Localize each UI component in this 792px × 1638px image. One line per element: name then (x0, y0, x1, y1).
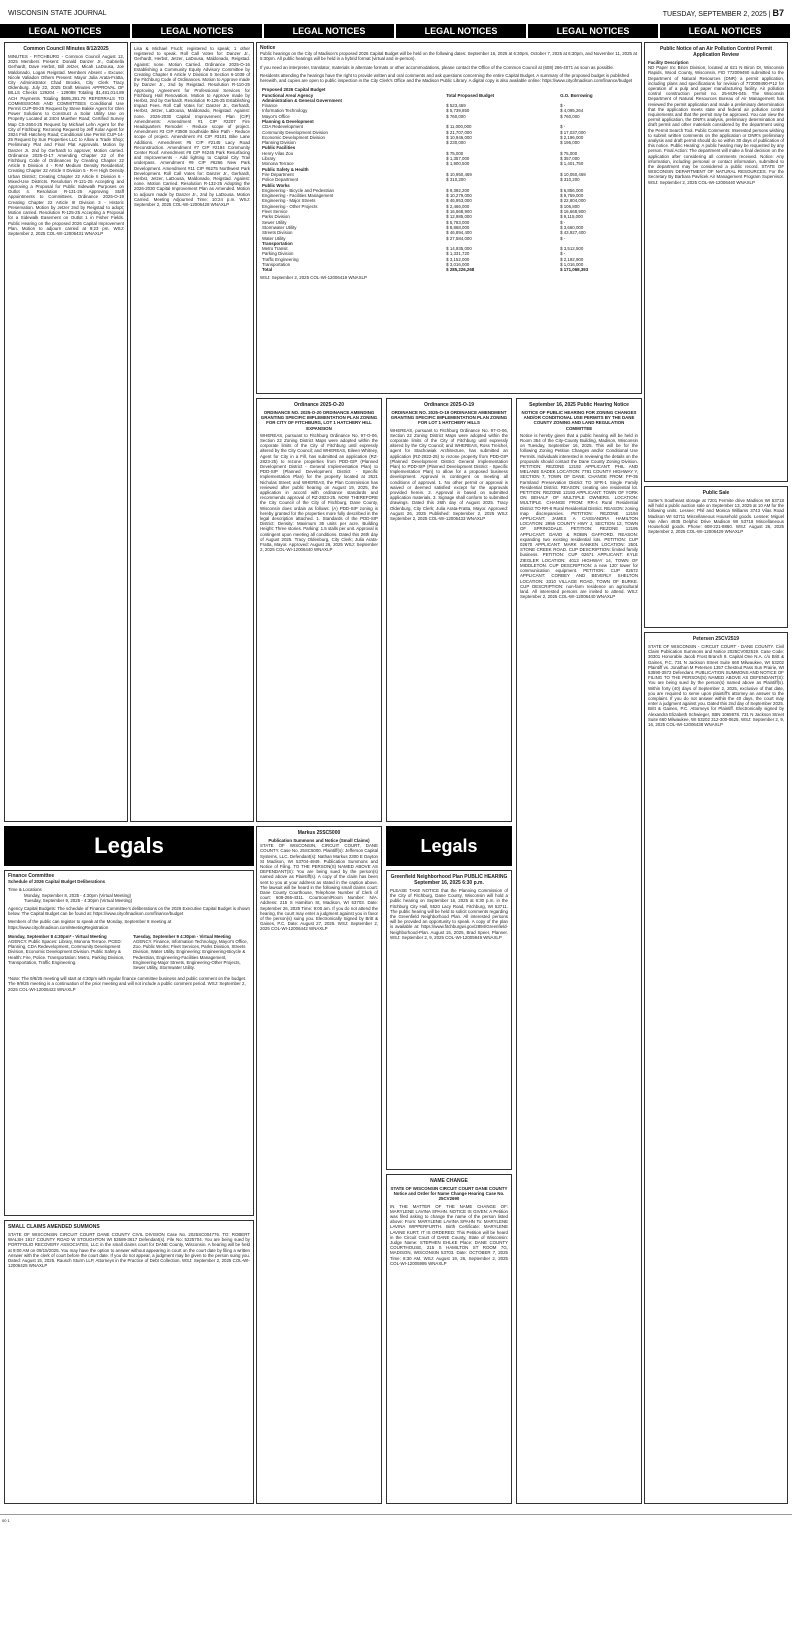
band-label-6: LEGAL NOTICES (660, 24, 790, 38)
notice-head: STATE OF WISCONSIN CIRCUIT COURT DANE COUNTY Notice and Order for Name Change Hearing Case No. 25CV2690 (390, 1186, 508, 1202)
total-cell: $ 2,466,000 (446, 203, 470, 209)
agency-cell: Public Safety & Health (262, 166, 309, 172)
notice-title: Ordinance 2025-O-19 (423, 402, 475, 408)
markus-small-claims-notice (256, 826, 382, 1504)
notice-body: IN THE MATTER OF THE NAME CHANGE OF: MARYLENE LAVINA SPAHN. NOTICE IS GIVEN: A Petition was filed asking to change the name of the person listed above: From: MARYLENE LAVINA SPAHN To: MARYLENE LAVINA WIPPERFURTH. Birth Certificate: MARYLENE LAVINE KURT. IT IS ORDERED: This Petition will be heard in the Circuit Court of DANE County, State of Wisconsin: Judge Name: STEPHEN EHLKE Place: DANE COUNTY COURTHOUSE, 215 S HAMILTON ST ROOM 7G, MADISON, WISCONSIN 53703. Date: OCTOBER 7, 2025 Time: 8:30 AM. WSJ: August 19, 26, September 2, 2025 COL-WI-12005995 WNAXLP (390, 1203, 508, 1266)
notice-body: PLEASE TAKE NOTICE that the Planning Commission of the City of Fitchburg, Dane County, Wisconsin will hold a public hearing on September 16, 2025 at 6:30 p.m. in the Fitchburg City Hall, 5520 Lacy Road, Fitchburg, WI 53711. The public hearing will be held to solicit comments regarding the Greenfield Neighborhood Plan. All interested persons will be provided an opportunity to speak. A copy of the plan is available at: https://www.fitchburgwi.gov/2894/Greenfield-Neighborhood-Plan. August 15, 2025, Brad Speer, Planner. WSJ: September 2, 9, 2025 COL-WI-12005949 WNAXLP (390, 888, 508, 940)
column-header-go: G.O. Borrowing (560, 92, 593, 98)
notice-head: Schedule of 2026 Capital Budget Deliberations (8, 879, 106, 885)
agency-cell: Metro Transit (262, 246, 288, 252)
go-borrowing-cell: $ - (560, 219, 566, 225)
band-label-1: LEGAL NOTICES (0, 24, 130, 38)
total-cell: $ 285,226,268 (446, 267, 475, 273)
go-borrowing-cell: $ 3,512,500 (560, 246, 584, 252)
notice-body: ND Paper Inc Biron Division, located at 621 N Biron Dr, Wisconsin Rapids, Wood County, Wisconsin, FID 772009490 submitted to the Department of Natural Resources (DNR) a permit application, including plans and specifications for revision of 772009490-P12 for operation of a pulp and paper manufacturing facility. Air pollution control construction permit no. 25-MJN-045. The Wisconsin Department of Natural Resources Bureau of Air Management has reviewed the permit application and made a preliminary determination that the application meets state and federal air pollution control requirements and that the permit may be approved. You can view the permit application, the DNR's analysis, preliminary determination and draft permit and other materials considered by the department using the Permit Search Tool. Public Comments: Interested persons wishing to submit written comments on the application or DNR's preliminary analysis and draft permit should do so within 30 days of publication of this notice. Public Hearing: A public hearing may be requested by any person. Final Action: The department will make a final decision on the application after considering all comments received. Notice: Any information, including personal or contact information, submitted to the department may be considered a public record. STATE OF WISCONSIN DEPARTMENT OF NATURAL RESOURCES. For the Secretary By Barbara Pavlicek Air Management Program Supervisor. WSJ: September 2, 2025 COL-WI-12006440 WNAXLP (648, 65, 784, 185)
agency-cell: Finance (262, 103, 278, 109)
notice-body: WHEREAS, pursuant to Fitchburg Ordinance No. 97-O-06, Section 22 Zoning District Maps were adopted within the corporate limits of the City of Fitchburg until expressly altered by the City Council; and WHEREAS, Ross Treichel, agent for Stachowiak Architecture, has submitted an application (RZ-2822-25) to rezone property from PDD-GIP (Planned Development District General Implementation Plan) to PDD-SIP (Planned Development District - Specific Implementation Plan) to allow for a proposed business development. Approval is contingent on meeting all conditions of approval. 1. No other permit or approval is waived or deemed satisfied except for the approvals provided herein. 2. Approval is based on submitted application materials. 3. Signage shall conform to submitted drawings. Dated this 26th day of August 2025. Tracy Oldenburg, City Clerk; Julia Arata-Fratta, Mayor. Approved: August 26, 2025 Published: September 2, 2025 WSJ: September 2, 2025 COL-WI-12006433 WNAXLP (390, 427, 508, 522)
go-borrowing-cell: $ - (560, 251, 566, 257)
agency-cell: Administration & General Government (262, 97, 343, 103)
capital-budget-table (260, 87, 638, 272)
table-row (260, 267, 638, 272)
date-and-page: TUESDAY, SEPTEMBER 2, 2025 | B7 (662, 8, 784, 18)
notice-title: Notice (260, 45, 276, 51)
notice-title: Petersen 25CV2519 (692, 636, 740, 642)
go-borrowing-cell: $ - (560, 235, 566, 241)
go-borrowing-cell: $ 171,068,393 (560, 267, 589, 273)
total-cell: $ 1,331,720 (446, 251, 470, 257)
go-borrowing-cell: $ 6,856,000 (560, 187, 584, 193)
capital-budget-notice (256, 42, 642, 394)
total-cell: $ 5,783,000 (446, 219, 470, 225)
go-borrowing-cell: $ 10,050,469 (560, 171, 586, 177)
agency-cell: Engineering - Major Streets (262, 198, 316, 204)
notice-head: ORDINANCE NO. 2025-O-19 ORDINANCE AMENDMENT GRANTING SPECIFIC IMPLEMENTATION PLAN ZONING FOR LOT 1 HATCHERY HILLS (390, 410, 508, 426)
agency-cell: Engineering - Bicycle and Pedestrian (262, 187, 334, 193)
agency-cell: Mayor's Office (262, 113, 290, 119)
go-borrowing-cell: $ 43,927,400 (560, 230, 586, 236)
total-cell: $ 16,668,900 (446, 209, 472, 215)
notice-paragraph-3: Residents attending the hearings have the right to provide written and oral comments and ask questions concerning the entire Capital Budget. A summary of the proposed budget is published herewith, and copies are open to public inspection in the City Clerk's Office and the Madison Public Library. A digital copy is also available online: https://www.cityofmadison.com/finance/budget (260, 72, 633, 84)
public-sale-notice (644, 486, 788, 628)
agency-cell: Henry Vilas Zoo (262, 150, 294, 156)
ordinance-2025-o-19 (386, 398, 512, 822)
common-council-minutes-notice (4, 42, 128, 822)
monday-head: Monday, September 8 4:30pm* - Virtual Meeting (8, 933, 107, 939)
go-borrowing-cell: $ 16,668,900 (560, 209, 586, 215)
notice-title: SMALL CLAIMS AMENDED SUMMONS (8, 1224, 100, 1230)
agency-budgets-paragraph: Agency Capital Budgets: The schedule of Finance Committee's deliberations on the 2026 Executive Capital Budget is shown below. The Capital Budget can be found at: https://www.cityofmadison.com/finance/budget (8, 906, 250, 917)
agency-cell: Fleet Service (262, 209, 288, 215)
band-label-2: LEGAL NOTICES (132, 24, 262, 38)
go-borrowing-cell: $ 357,000 (560, 156, 580, 162)
total-cell: $ 760,000 (446, 113, 466, 119)
publication-date: TUESDAY, SEPTEMBER 2, 2025 (662, 11, 767, 18)
finance-committee-notice (4, 870, 254, 1216)
total-cell: $ 230,000 (446, 140, 466, 146)
go-borrowing-cell: $ 4,095,264 (560, 108, 584, 114)
column-header-total: Total Proposed Budget (446, 92, 495, 98)
go-borrowing-cell: $ - (560, 103, 566, 109)
page-footer-mark: 00 1 (2, 1518, 10, 1523)
agency-cell: Public Works (262, 182, 290, 188)
go-borrowing-cell: $ 75,000 (560, 150, 578, 156)
notice-body: STATE OF WISCONSIN CIRCUIT COURT DANE COUNTY CIVIL DIVISION Case No. 2025SC004776. TO: ROBERT WALSH 1917 COUNTY ROAD W STOUGHTON WI 53589-3617 Defendant(s). File No: 5225704. You are being sued by PORTFOLIO RECOVERY ASSOCIATES, LLC in the small claims court for DANE County, Wisconsin. A hearing will be held at 9:00 AM on 09/15/2025. You may have the option to answer without appearing in court on the court date by filing a written Answer with the clerk of court before the court date. If you do not appear, a judgment may be given to the person suing you. Dated: August 15, 2025. Rausch Sturm LLP, Attorneys in the Practice of Debt Collection. WSJ: September 2, 2025 COL-WI-12006425 WNAXLP (8, 1232, 250, 1269)
council-minutes-continued (130, 42, 254, 822)
legals-banner: Legals (4, 826, 254, 866)
go-borrowing-cell: $ 196,000 (560, 140, 580, 146)
publication-name: WISCONSIN STATE JOURNAL (8, 9, 107, 17)
total-cell: $ 12,985,000 (446, 214, 472, 220)
band-label-3: LEGAL NOTICES (264, 24, 394, 38)
total-cell: $ 3,152,000 (446, 256, 470, 262)
agency-cell: Traffic Engineering (262, 256, 299, 262)
agency-cell: Engineering - Other Projects (262, 203, 318, 209)
go-borrowing-cell: $ 106,800 (560, 203, 580, 209)
total-cell: $ 1,900,500 (446, 161, 470, 167)
agency-cell: Public Facilities (262, 145, 296, 151)
table-body (260, 98, 638, 273)
notice-subhead: Facility Description (648, 60, 689, 65)
band-label-4: LEGAL NOTICES (396, 24, 526, 38)
total-cell: $ 9,392,200 (446, 187, 470, 193)
notice-title: Common Council Minutes 8/12/2025 (23, 46, 109, 52)
agency-cell: Monona Terrace (262, 161, 294, 167)
notice-paragraph-2: If you need an interpreter, translator, materials in alternate formats or other accommodations, please contact the Office of the Common Council at (608) 266-4071 as soon as possible. (260, 64, 615, 70)
notice-title: Finance Committee (8, 873, 55, 879)
time-locations: Time & Locations (8, 887, 42, 893)
agency-cell: Parking Division (262, 251, 294, 257)
page-bottom-rule (0, 1514, 792, 1515)
page-number: B7 (772, 8, 784, 18)
total-cell: $ 46,894,400 (446, 230, 472, 236)
notice-body: MINUTES - FITCHBURG - Common Council August 12, 2025 Members Present: Donald Danzer Jr., Gabriella Gerhardt, Dave Herbst, Bill Jetzer, Micah LaDousa, Joe Maldonado, Logan Reigstad. Members Absent = Excuse: Nicole Valiadon Others Present: Mayor Julia Arata-Fratta, City Administrator Chad Brooks, City Clerk Tracy Oldenburg. July 22, 2025 Draft Minutes APPROVAL OF BILLS Checks 129204 - 129088 Totaling $1,481,014.89 ACH Payments Totaling $695,391.79 REFERRALS TO COMMISSIONS AND COMMITTEES Conditional Use Permit CUP-09-25 Request by Steve Bakke Agent for Glen Power Solutions to Construct a Solar Utility Use on Property Located at 2404 Muether Road; Certified Survey Map CS-2604-25 Request by Michael Lehn Agent for the City of Fitchburg; Rezoning Request by Jeff Kolar Agent for 2824 Fish Hatchery Road; Conditional Use Permit CUP-14-25 Request by Sun Properties LLC to Allow a Trade Shop; Preliminary Plat and Final Plat Approvals. Motion by Danzer Jr. 2nd by Gerhardt to approve; Motion carried. Ordinance 2025-O-17 Amending Chapter 22 of the Fitchburg Code of Ordinances by Creating Chapter 22 Article II Division 4 - R-M Medium Density Residential; Creating Chapter 22 Article II Division 5 - R-H High Density Urban District; Creating Chapter 22 Article II Division 6 - Mixed-Use Districts. Resolution R-121-25 Accepting and Approving a Proposal for Public Sidewalk Purposes on Outlot 4. Resolution R-131-25 Approving Staff Appointments to Committees. Ordinance 2025-O-19 Creating Chapter 22 Article III Division 3 - Historic Preservation. Motion by Jetzer 2nd by Reigstad to adopt; Motion carried. Resolution R-125-25 Accepting a Proposal for a Sidewalk Easement on Outlot 1 in Fisher Fields. Public Hearing on the proposed 2026 Capital Improvement Plan. Motion to adjourn carried at 9:23 pm. WSJ: September 2, 2025 COL-WI-12006431 WNAXLP (8, 54, 124, 236)
notice-head: ORDINANCE NO. 2025-O-20 ORDINANCE AMENDING GRANTING SPECIFIC IMPLEMENTATION PLAN ZONING FOR CITY OF FITCHBURG, LOT 1 HATCHERY HILL EXPANSION (260, 410, 378, 431)
small-claims-summons-notice (4, 1220, 254, 1504)
notice-title: Markus 25SC5000 (297, 830, 341, 836)
go-borrowing-cell: $ - (560, 124, 566, 130)
agency-cell: Fire Department (262, 171, 294, 177)
notice-head: Publication Summons and Notice (Small Claims) (268, 838, 370, 843)
monday-schedule (8, 934, 125, 970)
total-cell: $ 11,000,000 (446, 124, 472, 130)
notice-title: Ordinance 2025-O-20 (293, 402, 345, 408)
go-borrowing-cell: $ 310,200 (560, 177, 580, 183)
agency-cell: Stormwater Utility (262, 224, 297, 230)
monday-body: AGENCY. Public Spaces: Library, Monona Terrace. PCED: Planning, CDA Redevelopment, Community Development Division, Economic Development Division. Public Safety & Health: Fire, Police. Transportation: Metro, Parking Division, Transportation, Traffic Engineering. (8, 939, 125, 965)
notice-title: Public Sale (702, 490, 730, 496)
total-cell: $ 14,935,000 (446, 246, 472, 252)
total-cell: $ 46,953,000 (446, 198, 472, 204)
go-borrowing-cell: $ 17,037,000 (560, 129, 586, 135)
agency-cell: Sewer Utility (262, 219, 287, 225)
total-cell: $ 310,200 (446, 177, 466, 183)
total-cell: $ 8,868,000 (446, 224, 470, 230)
tuesday-schedule (133, 934, 250, 970)
petersen-summons-notice (644, 632, 788, 1504)
agency-cell: Library (262, 156, 276, 162)
notice-body: Sutter's Southeast storage at 7201 Fermite drive Madison WI 53718 will hold a public auction sale on September 13, 2025 at 10 AM for the following units. Lessee: Phil and Monica Williams 3743 Vilas Road Madison WI 53711 Miscellaneous Household goods. Lessee: Miguel Van Allen 4935 Delphic Drive Madison WI 53719 Miscellaneous Household goods. Phone: 608-221-8860. WSJ: August 26, 2025 September 2, 2025 COL-WI-12006429 WNAXLP (648, 498, 784, 535)
notice-body: Notice is hereby given that a public hearing will be held in Room 354 of the City-County Building, Madison, Wisconsin on Tuesday, September 16, 2025. This will be for the following Zoning Petition Changes and/or Conditional Use Permits. Individuals interested in reviewing the details on the proposals should contact the Dane County Zoning Division. PETITION: REZONE 12192 APPLICANT: PHIL AND MELANIE SADEK LOCATION: 7781 COUNTY HIGHWAY Y, SECTION 7, TOWN OF DANE. CHANGE FROM: FP-35 Farmland Preservation District TO SFR-1 Single Family Residential District. REASON: creating one residential lot. PETITION: REZONE 12193 APPLICANT: TOWN OF YORK ON BEHALF OF MULTIPLE OWNERS. LOCATION: MULTIPLE. CHANGE FROM: RR-4 Rural Residential District TO RR-8 Rural Residential District. REASON: zoning map discrepancies. PETITION: REZONE 12194 APPLICANT: JAMES A CASSANDRA HAMILTON LOCATION: 2956 COUNTY HWY J, SECTION 12, TOWN OF SPRINGDALE. PETITION: REZONE 12195 APPLICANT: DAVID & ROBIN GAFFORD. REASON: expanding two existing residential lots. PETITION: CUP 02670 APPLICANT: MARK SANKEN LOCATION: 2501 STONE CREEK ROAD. CUP DESCRIPTION: limited family business. PETITION: CUP 02671 APPLICANT: KYLE ZIEGLER LOCATION: 4013 HIGHWAY 14, TOWN OF MIDDLETON. CUP DESCRIPTION: a new 120' tower for communication equipment. PETITION: CUP 02672 APPLICANT: CORBEY AND BEVERLY SHELTON LOCATION: 3310 VILLAGE ROAD, TOWN OF BURKE. CUP DESCRIPTION: non-farm residence on agricultural land. All interested persons are invited to attend. WSJ: September 2, 2025 COL-WI-12006440 WNAXLP (520, 432, 638, 600)
go-borrowing-cell: $ 9,759,000 (560, 193, 584, 199)
notice-title: NAME CHANGE (430, 1178, 468, 1184)
agency-cell: Planning Division (262, 140, 296, 146)
agency-cell: Community Development Division (262, 129, 328, 135)
go-borrowing-cell: $ 1,401,750 (560, 161, 584, 167)
total-cell: $ 27,584,000 (446, 235, 472, 241)
notice-body: STATE OF WISCONSIN - CIRCUIT COURT - DANE COUNTY. Civil Claim Publication Summons and Notice 2025CV002519. Case Code: 30301 Honorable Jacob Frost Branch 9. Capital One N.A. c/o Britt & Gaines, P.C. 731 N Jackson Street Suite 660 Milwaukee, WI 53202 Plaintiff vs. Jonathan M Petersen 1357 Chestnut Pass Sun Prairie, WI 53590-3572 Defendant. PUBLICATION SUMMONS AND NOTICE OF FILING TO THE PERSON(S) NAMED ABOVE AS DEFENDANT(S): You are being sued by the person(s) named above as Plaintiff(s). Within forty (40) days of September 2, 2025, exclusive of that date, you are required to serve upon plaintiff's attorney an answer to the complaint. If you do not answer within the 40 days, the court may enter a judgment against you. Dated this 2nd day of September 2025. Britt & Gaines, P.C. Attorneys for Plaintiff. Electronically signed by Alexandra Elizabeth Schwieger, SBN 1065978. 731 N Jackson Street Suite 660 Milwaukee, WI 53202 312-300-0625. WSJ: September 2, 9, 16, 2025 COL-WI-12006438 WNAXLP (648, 644, 784, 728)
name-change-notice (386, 1174, 512, 1504)
go-borrowing-cell: $ 760,000 (560, 113, 580, 119)
agency-cell: Total (262, 267, 273, 273)
total-cell: $ 10,279,000 (446, 193, 472, 199)
total-cell: $ 10,946,000 (446, 134, 472, 140)
legals-banner-small: Legals (386, 826, 512, 866)
zoning-hearing-notice (516, 398, 642, 1504)
agency-cell: Streets Division (262, 230, 293, 236)
agency-cell: Economic Development Division (262, 134, 325, 140)
agency-cell: Police Department (262, 177, 299, 183)
tuesday-meeting: Tuesday, September 9, 2025 - 4:30pm (Virtual Meeting) (24, 897, 133, 903)
notice-title: Greenfield Neighborhood Plan PUBLIC HEARING September 16, 2025 6:30 p.m. (390, 874, 508, 886)
total-cell: $ 523,469 (446, 103, 466, 109)
notice-body: STATE OF WISCONSIN, CIRCUIT COURT, DANE COUNTY. Case No. 25SC5000. Plaintiff(s): Jefferson Capital Systems, LLC. Defendant(s): Nathan Markus 2300 E Dayton St Madison, WI 53704-4949. Publication Summons and Notice of Filing. TO THE PERSON(S) NAMED ABOVE AS DEFENDANT(S): You are being sued by the person(s) named above as Plaintiff(s). A copy of the claim has been sent to you at your address as stated in the caption above. The lawsuit will be heard in the following small claims court: Dane County Courthouse, Telephone Number of Clerk of court: 608-266-4311. Courtroom/Room Number: N/A. Address: 215 S Hamilton St, Madison, WI 53703. Date: September 26, 2025 Time: 9:00 am. If you do not attend the hearing, the court may enter a judgment against you in favor of the person(s) suing you. Electronically Signed by Britt & Gaines, P.C. Date: August 27, 2025. WSJ: September 2, 2025 COL-WI-12006442 WNAXLP (260, 843, 378, 932)
go-borrowing-cell: $ 1,016,000 (560, 262, 584, 268)
schedule-columns (8, 934, 250, 970)
monday-meeting: Monday, September 8, 2025 - 4:30pm (Virtual Meeting) (24, 892, 131, 898)
notice-body: WHEREAS, pursuant to Fitchburg Ordinance No. 97-O-06, Section 22 Zoning District Maps were adopted within the corporate limits of the City of Fitchburg until expressly altered by the City Council; and WHEREAS, Eileen Whitney, Agent for City in a Fill, has submitted an application (RZ-2823-25) to rezone properties from PDD-GIP (Planned Development District - General Implementation Plan) to PDD-SIP (Planned Development District - Specific Implementation Plan) for the property located at 2621 Nicholas Street; and WHEREAS, the Plan Commission has reviewed after public hearing on August 19, 2025, the application in accord with ordinance standards and recommends approval of RZ-2823-25. NOW THEREFORE the City Council of the City of Fitchburg, Dane County, Wisconsin does ordain as follows: (A) PDD-SIP zoning is hereby granted for the properties more fully described in the legal description attached. 1. Standards of the PDD-SIP District: Density: Maximum 36 units per acre. Building Height: Three stories. Parking: 1.5 stalls per unit. Approval is contingent upon meeting all conditions. Dated this 26th day of August 2025. Tracy Oldenburg, City Clerk; Julia Arata-Fratta, Mayor. Approved: August 26, 2025 WSJ: September 2, 2025 COL-WI-12006440 WNAXLP (260, 432, 378, 553)
table-title: Proposed 2026 Capital Budget (262, 87, 326, 93)
total-cell: $ 5,739,850 (446, 108, 470, 114)
greenfield-plan-notice (386, 870, 512, 1170)
band-label-5: LEGAL NOTICES (528, 24, 658, 38)
notice-title: September 16, 2025 Public Hearing Notice (529, 402, 629, 408)
agency-cell: Transportation (262, 262, 291, 268)
column-header-agency: Functional Area/ Agency (262, 92, 314, 98)
total-cell: $ 10,950,469 (446, 171, 472, 177)
notice-title: Public Notice of an Air Pollution Control Permit Application Review (659, 46, 773, 58)
tuesday-head: Tuesday, September 9 4:30pm - Virtual Meeting (133, 933, 231, 939)
go-borrowing-cell: $ 2,192,900 (560, 256, 584, 262)
go-borrowing-cell: $ 3,660,000 (560, 224, 584, 230)
total-cell: $ 3,016,000 (446, 262, 470, 268)
total-cell: $ 21,707,000 (446, 129, 472, 135)
agency-cell: Planning & Development (262, 119, 314, 124)
agency-cell: Water Utility (262, 235, 286, 241)
agency-cell: Parks Division (262, 214, 290, 220)
go-borrowing-cell: $ 22,804,000 (560, 198, 586, 204)
notice-paragraph-1: Public hearings on the City of Madison's proposed 2026 Capital Budget will be held on the following dates: September 16, 2025 at 6:30pm, October 7, 2025 at 6:30pm, and November 11, 2025 at 5:30pm. All public hearings will be held in a hybrid format (virtual and in-person). (260, 51, 637, 62)
agency-cell: CDA Redevelopment (262, 124, 304, 130)
page-header (8, 6, 784, 20)
legal-notices-band (0, 24, 792, 38)
total-cell: $ 75,000 (446, 150, 464, 156)
notice-head: NOTICE OF PUBLIC HEARING FOR ZONING CHANGES AND/OR CONDITIONAL USE PERMITS BY THE DANE COUNTY ZONING AND LAND REGULATION COMMITTEE (521, 410, 637, 431)
notice-body: Lisa & Michael Fruch; registered to speak; 1 other registered to speak. Roll Call Votes for: Danzer Jr., Gerhardt, Herbst, Jetzer, LaDousa, Maldonado, Reigstad. Against: none. Motion Carried. Ordinance 2025-O-16 Establishing a Community Equity Advisory Committee by Creating Chapter 6 Article V Division 5 Section 6-1039 of the Fitchburg Code of Ordinances. Motion to Approve made by Danzer Jr., 2nd by Reigstad. Resolution R-110-25 Approving Agreement for Professional Services for Fitchburg Hall Renovation. Motion to Approve made by Herbst, 2nd by Gerhardt. Resolution R-126-25 Establishing Impact Fees. Roll Call Votes for: Danzer Jr., Gerhardt, Herbst, Jetzer, LaDousa, Maldonado, Reigstad. Against: none. 2026-2030 Capital Improvement Plan (CIP) Amendments: Amendment #1 CIP #2207 Fire Headquarters Remodel - Reduce scope of project. Amendment #3 CIP #3509 Southside Bike Path - Reduce scope of project. Amendment #4 CIP #3101 Bike Lane Additions. Amendment #5 CIP #2145 Lacy Road Reconstruction. Amendment #7 CIP #2194 Community Center Roof. Amendment #8 CIP #4245 Park Resurfacing and Improvements - Add lighting to Capital City Trail underpass. Amendment #9 CIP #6266 New Park Development. Amendment #11 CIP #6275 Northwest Park Development. Roll Call Votes for: Danzer Jr., Gerhardt, Herbst, Jetzer, LaDousa, Maldonado, Reigstad. Against: none. Motion Carried. Resolution R-132-25 Adopting the 2026-2030 Capital Improvement Plan as Amended. Motion to adjourn made by Danzer Jr., 2nd by LaDousa. Motion Carried. Meeting Adjourned Time: 10:24 p.m. WSJ: September 2, 2025 COL-WI-12006428 WNAXLP (134, 46, 250, 208)
agency-cell: Transportation (262, 240, 293, 246)
agency-cell: Information Technology (262, 108, 308, 114)
air-permit-notice (644, 42, 788, 482)
total-cell: $ 1,357,000 (446, 156, 470, 162)
go-borrowing-cell: $ 9,115,000 (560, 214, 583, 220)
schedule-note: *Note: The 9/8/25 meeting will start at 4:30pm with regular finance committee business and public comment on the budget. The 9/9/25 meeting is a continuation of the prior meeting and will not include a public comment period. WSJ: September 2, 2025 COL-WI-12006422 WNAXLP (8, 976, 247, 992)
tuesday-body: AGENCY. Finance, Information Technology, Mayor's Office, Zoo. Public Works: Fleet Services, Parks Division, Streets Division, Water Utility. Engineering: Engineering-Bicycle & Pedestrian, Engineering-Facilities Management, Engineering-Major Streets, Engineering-Other Projects, Sewer Utility, Stormwater Utility. (133, 939, 248, 971)
notice-footer: WSJ: September 2, 2025 COL-WI-12006419 WNAXLP (260, 274, 367, 280)
registration-paragraph: Members of the public can register to speak at the Monday, September 8 meeting at https://www.cityofmadison.com/MeetingRegistration (8, 919, 172, 930)
ordinance-2025-o-20 (256, 398, 382, 822)
go-borrowing-cell: $ 2,196,000 (560, 134, 584, 140)
agency-cell: Engineering - Facilities Management (262, 193, 334, 199)
